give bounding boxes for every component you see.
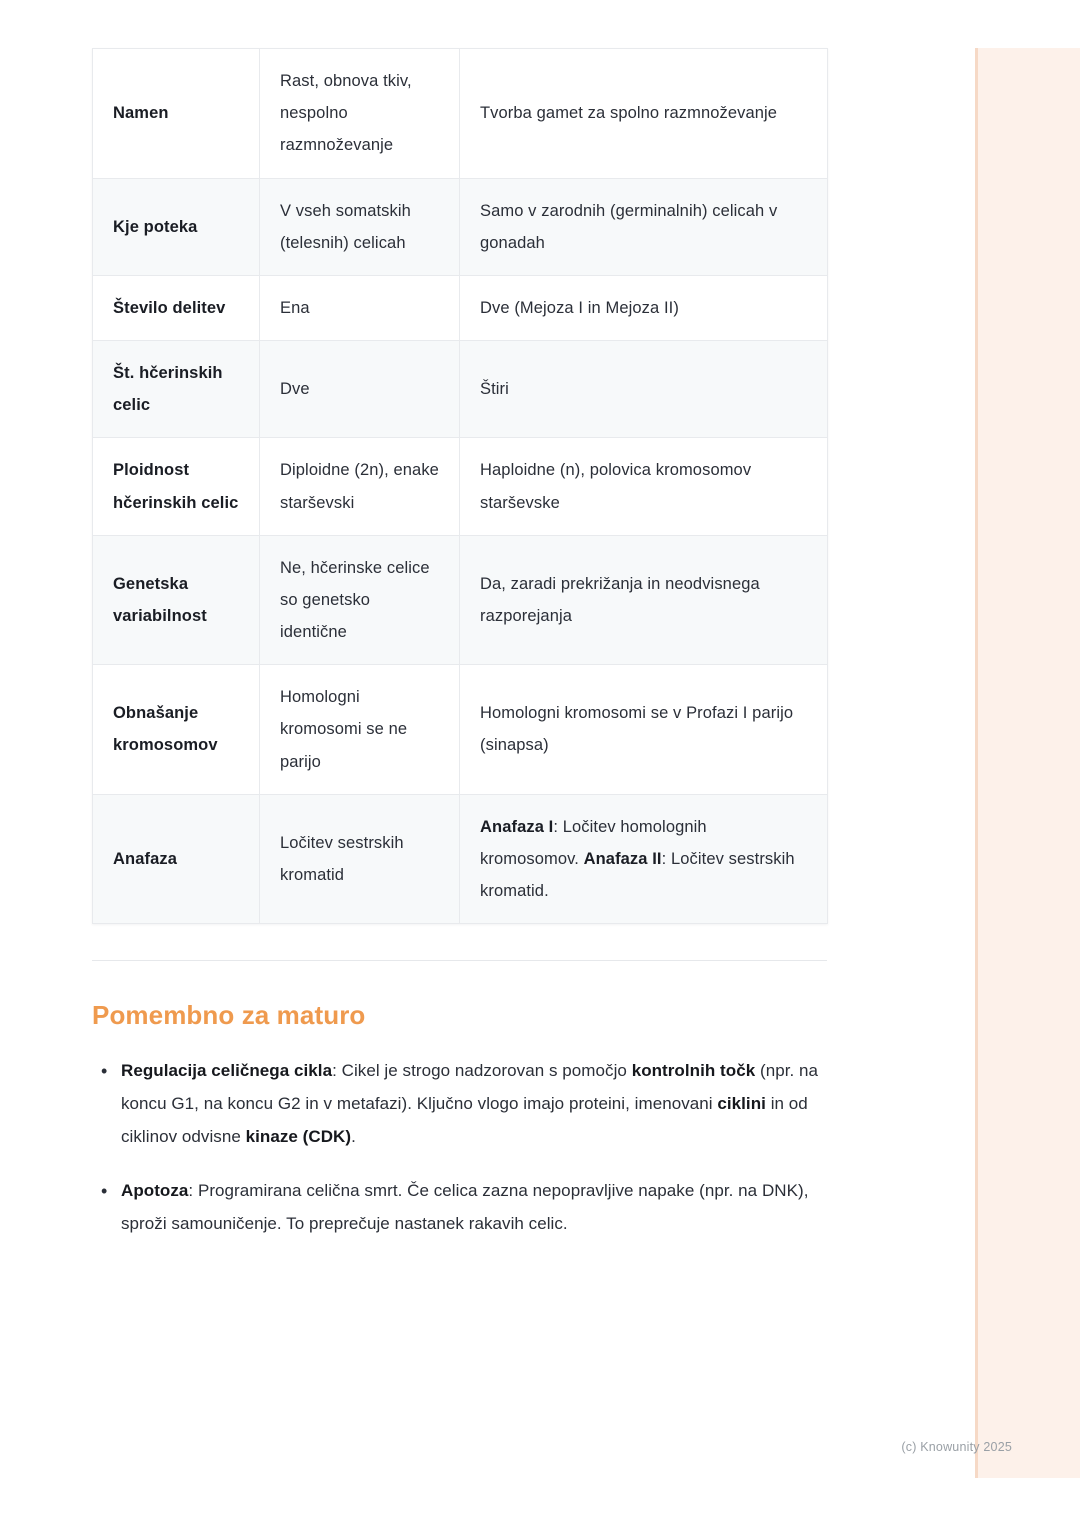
plain-text: : Cikel je strogo nadzorovan s pomočjo [332,1061,632,1081]
table-row [93,438,828,535]
table-row-label: Anafaza [93,794,260,924]
plain-text: : Programirana celična smrt. Če celica zazna nepopravljive napake (npr. na DNK), sproži samouničenje. To preprečuje nastanek rakavih celic. [121,1181,809,1233]
plain-text: : Ločitev sestrskih kromatid. [480,849,795,901]
document-page [92,48,827,1263]
table-row [93,341,828,438]
table-row-label: Število delitev [93,275,260,340]
table-cell-mejoza: Tvorba gamet za spolno razmnoževanje [460,49,828,179]
plain-text: in od ciklinov odvisne [121,1094,808,1146]
emphasis-text: Regulacija celičnega cikla [121,1061,333,1081]
notes-list [92,1055,827,1240]
plain-text: : Ločitev homolognih kromosomov. [480,817,707,868]
plain-text: (npr. na koncu G1, na koncu G2 in v metafazi). Ključno vlogo imajo proteini, imenovani [121,1061,819,1114]
emphasis-text: kontrolnih točk [631,1061,756,1081]
table-row [93,49,828,179]
table-row [93,178,828,275]
section-heading: Pomembno za maturo [92,1000,366,1031]
table-row [93,275,828,340]
table-cell-mitoza: Homologni kromosomi se ne parijo [260,665,460,795]
table-row-label: Obnašanje kromosomov [93,665,260,795]
comparison-table-body [93,49,828,924]
table-cell-mejoza: Štiri [460,341,828,438]
comparison-table [92,48,828,924]
page-edge-stripe [975,48,1080,1478]
table-cell-mejoza [460,794,828,924]
table-cell-mejoza: Dve (Mejoza I in Mejoza II) [460,275,828,340]
table-cell-mitoza: Diploidne (2n), enake starševski [260,438,460,535]
table-row-label: Namen [93,49,260,179]
table-row-label: Kje poteka [93,178,260,275]
emphasis-text: kinaze (CDK) [245,1126,352,1146]
table-row [93,794,828,924]
table-cell-mejoza: Haploidne (n), polovica kromosomov starševske [460,438,828,535]
emphasis-text: Apotoza [121,1181,189,1201]
table-cell-mitoza: Dve [260,341,460,438]
table-row-label: Ploidnost hčerinskih celic [93,438,260,535]
emphasis-text: Anafaza I [480,817,554,836]
table-row-label: Genetska variabilnost [93,535,260,665]
table-cell-mitoza: V vseh somatskih (telesnih) celicah [260,178,460,275]
table-cell-mejoza: Samo v zarodnih (germinalnih) celicah v gonadah [460,178,828,275]
section-divider [92,960,827,961]
table-row-label: Št. hčerinskih celic [93,341,260,438]
table-cell-mejoza: Da, zaradi prekrižanja in neodvisnega razporejanja [460,535,828,665]
emphasis-text: Anafaza II [583,849,662,868]
list-item [92,1175,827,1240]
table-cell-mitoza: Ne, hčerinske celice so genetsko identične [260,535,460,665]
list-item [92,1055,827,1153]
table-cell-mitoza: Ena [260,275,460,340]
emphasis-text: ciklini [717,1094,766,1114]
copyright-watermark: (c) Knowunity 2025 [901,1440,1012,1454]
table-cell-mejoza: Homologni kromosomi se v Profazi I parijo (sinapsa) [460,665,828,795]
table-row [93,665,828,795]
table-cell-mitoza: Rast, obnova tkiv, nespolno razmnoževanje [260,49,460,179]
plain-text: . [351,1126,356,1146]
table-cell-mitoza: Ločitev sestrskih kromatid [260,794,460,924]
table-row [93,535,828,665]
